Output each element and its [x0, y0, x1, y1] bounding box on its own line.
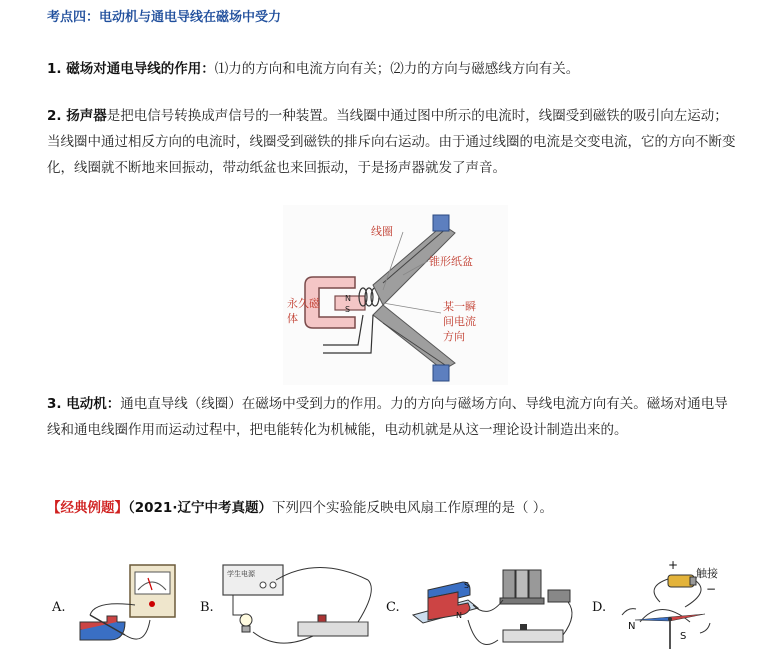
example-tag: 【经典例题】 [47, 500, 128, 516]
c-pole-s: S [464, 581, 470, 590]
d-plus: + [668, 558, 679, 572]
pole-s-label: S [345, 305, 351, 314]
point-2-lead: 2. 扬声器 [47, 108, 107, 124]
point-3-text: 通电直导线（线圈）在磁场中受到力的作用。力的方向与磁场方向、导线电流方向有关。磁场对通电导线和通电线圈作用而运动过程中，把电能转化为机械能，电动机就是从这一理论设计制造出来的。 [47, 396, 728, 438]
point-3-paragraph [47, 391, 737, 443]
d-pole-s: S [680, 631, 687, 642]
speaker-diagram [283, 205, 508, 385]
point-2-text: 是把电信号转换成声信号的一种装置。当线圈中通过图中所示的电流时，线圈受到磁铁的吸引向左运动；当线圈中通过相反方向的电流时，线圈受到磁铁的排斥向右运动。由于通过线圈的电流是交变电流，它的方向不断变化，线圈就不断地来回振动，带动纸盆也来回振动，于是扬声器就发了声音。 [47, 108, 736, 176]
label-magnet-2: 体 [287, 312, 298, 325]
power-supply-label: 学生电源 [227, 570, 255, 578]
c-pole-n: N [456, 611, 462, 620]
point-1-paragraph [47, 56, 737, 82]
option-c-label: C. [386, 600, 400, 615]
example-question [47, 496, 553, 516]
option-b-label: B. [200, 600, 214, 615]
label-current-1: 某一瞬 [443, 300, 476, 313]
example-source: （2021·辽宁中考真题） [128, 500, 272, 516]
d-minus: − [706, 582, 717, 596]
label-current-2: 间电流 [443, 315, 476, 328]
section-heading: 考点四：电动机与通电导线在磁场中受力 [47, 10, 282, 25]
pole-n-label: N [345, 294, 351, 303]
point-2-paragraph [47, 103, 737, 181]
point-1-lead: 1. 磁场对通电导线的作用： [47, 61, 215, 77]
example-question-text: 下列四个实验能反映电风扇工作原理的是（ ）。 [271, 500, 553, 516]
label-coil: 线圈 [371, 225, 393, 238]
frame-block-top [433, 215, 449, 231]
option-d-label: D. [592, 600, 607, 615]
d-pole-n: N [628, 621, 636, 632]
label-current-3: 方向 [443, 330, 465, 343]
d-touch-label: 触接 [696, 567, 718, 580]
label-magnet-1: 永久磁 [287, 297, 320, 310]
option-c-figure [408, 560, 583, 660]
option-a-figure [75, 560, 180, 655]
option-a-label: A. [52, 600, 66, 615]
point-1-text: ⑴力的方向和电流方向有关；⑵力的方向与磁感线方向有关。 [214, 61, 580, 77]
option-d-figure [610, 557, 730, 657]
label-cone: 锥形纸盆 [429, 255, 473, 268]
option-b-figure [218, 560, 378, 660]
point-3-lead: 3. 电动机： [47, 396, 121, 412]
frame-block-bottom [433, 365, 449, 381]
